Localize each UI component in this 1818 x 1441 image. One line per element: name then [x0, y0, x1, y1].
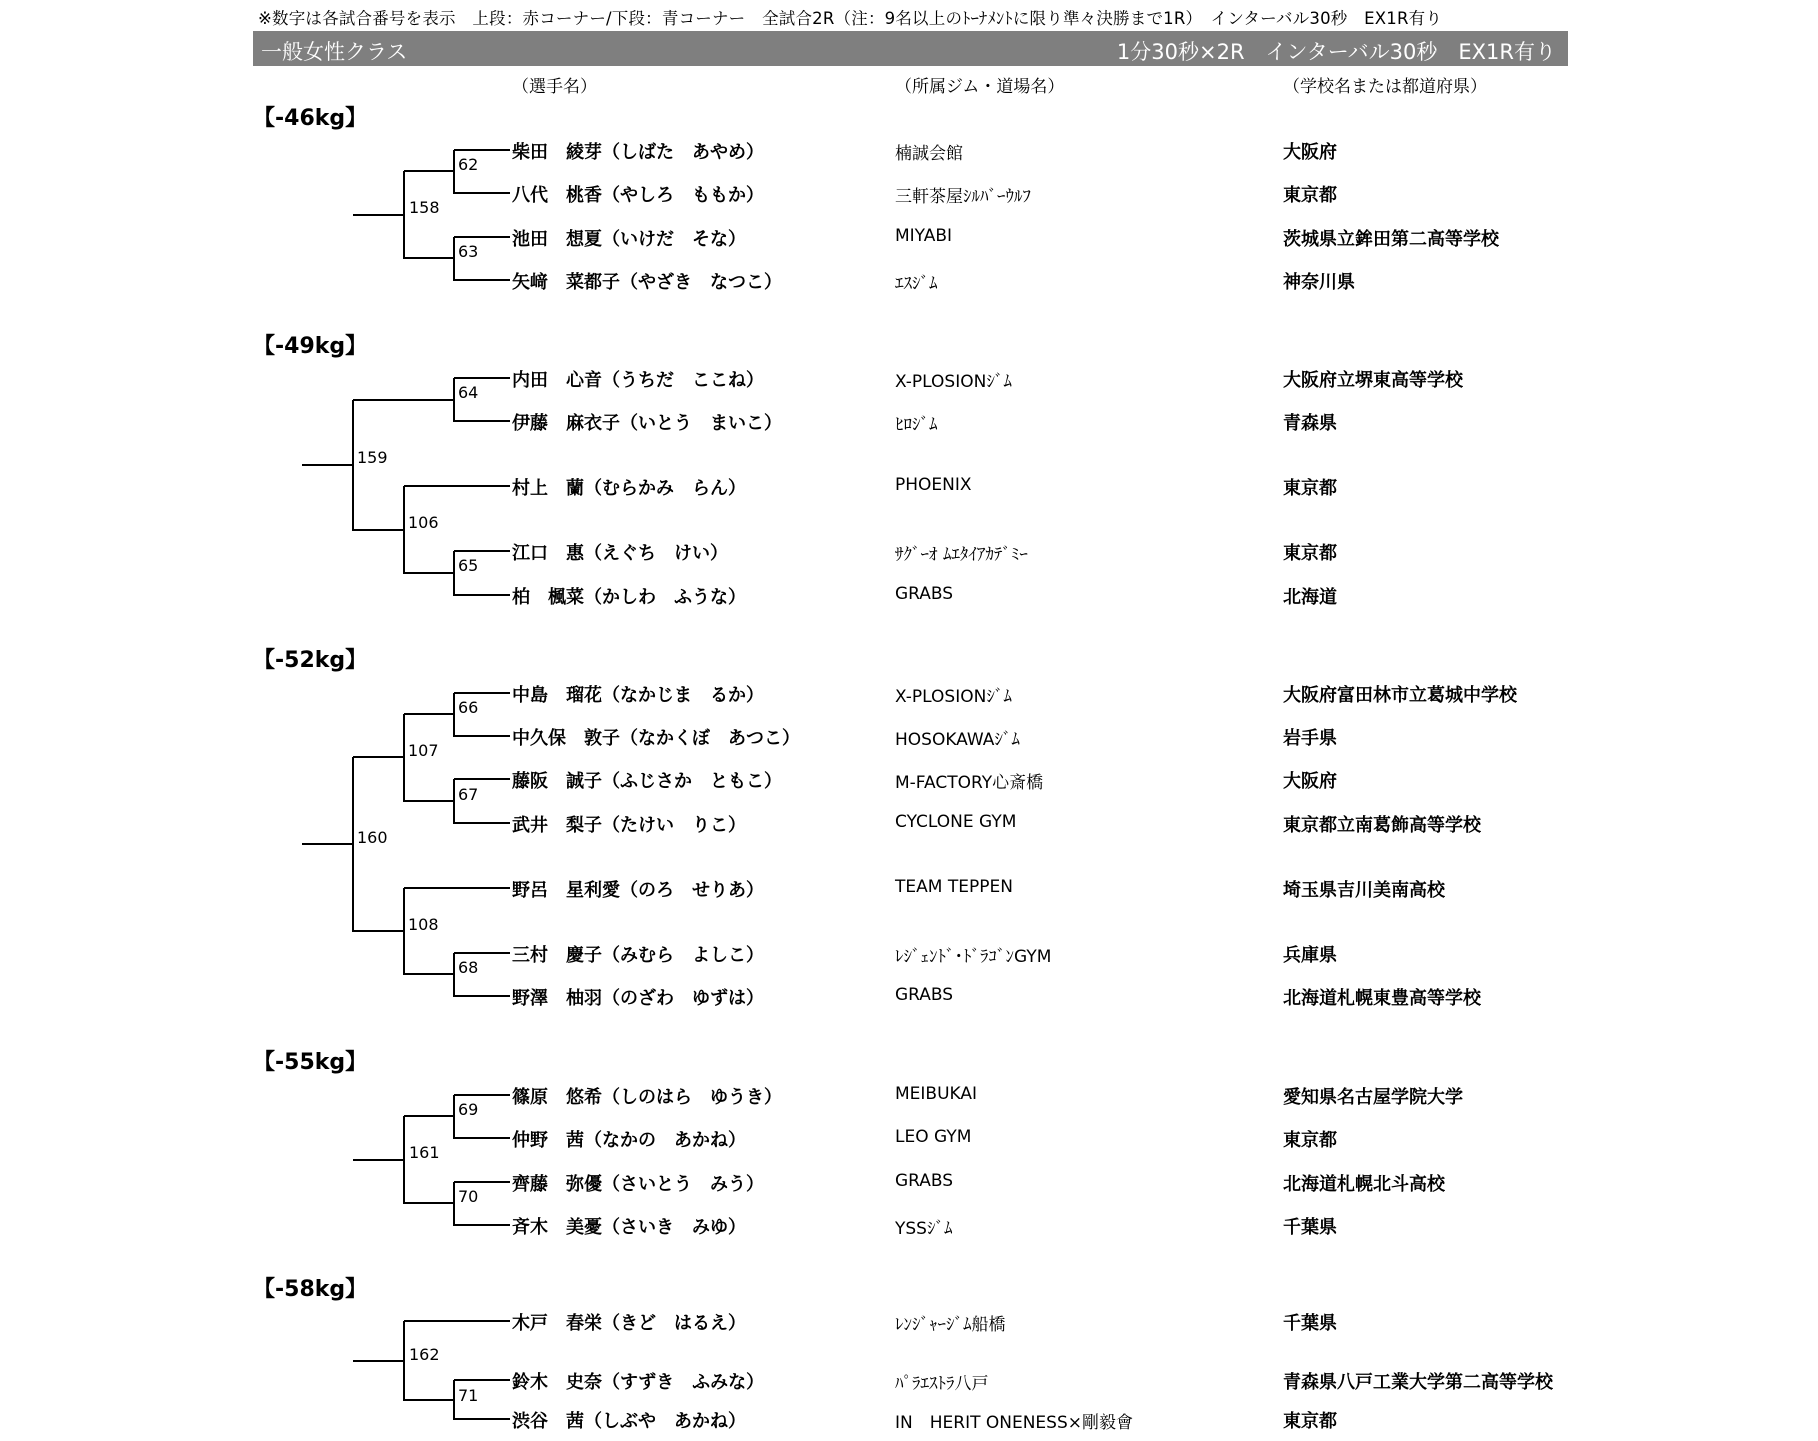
bracket-line: [454, 1094, 510, 1096]
fighter-gym: X-PLOSIONｼﾞﾑ: [895, 687, 1012, 707]
fighter-name: 武井 梨子（たけい りこ）: [512, 815, 746, 836]
fighter-school: 北海道: [1283, 587, 1337, 608]
fighter-name: 江口 惠（えぐち けい）: [512, 543, 728, 564]
fighter-school: 東京都: [1283, 478, 1337, 499]
match-number: 158: [409, 198, 440, 217]
weight-class-heading: 【-58kg】: [253, 1277, 368, 1302]
bracket-line: [454, 420, 510, 422]
bracket-line: [404, 713, 454, 715]
bracket-line: [454, 377, 510, 379]
bracket-line: [404, 1399, 454, 1401]
fighter-gym: ﾊﾟﾗｴｽﾄﾗ八戸: [895, 1374, 989, 1394]
match-number: 161: [409, 1143, 440, 1162]
bracket-line: [454, 735, 510, 737]
fighter-school: 青森県: [1283, 413, 1337, 434]
fighter-name: 仲野 茜（なかの あかね）: [512, 1130, 746, 1151]
bracket-line: [454, 1137, 510, 1139]
match-number: 108: [408, 915, 439, 934]
fighter-school: 埼玉県吉川美南高校: [1283, 880, 1445, 901]
fighter-gym: X-PLOSIONｼﾞﾑ: [895, 372, 1012, 392]
bracket-line: [454, 550, 510, 552]
bracket-line: [353, 399, 454, 401]
fighter-school: 茨城県立鉾田第二高等学校: [1283, 229, 1499, 250]
fighter-gym: ﾚﾝｼﾞｬｰｼﾞﾑ船橋: [895, 1315, 1006, 1335]
fighter-name: 池田 想夏（いけだ そな）: [512, 229, 746, 250]
match-number: 62: [458, 155, 479, 174]
fighter-school: 神奈川県: [1283, 272, 1355, 293]
match-number: 66: [458, 698, 479, 717]
bracket-line: [453, 150, 455, 194]
bracket-line: [454, 1224, 510, 1226]
weight-class-heading: 【-49kg】: [253, 334, 368, 359]
fighter-name: 伊藤 麻衣子（いとう まいこ）: [512, 413, 782, 434]
bracket-line: [404, 973, 454, 975]
bracket-line: [404, 887, 510, 889]
match-number: 162: [409, 1345, 440, 1364]
fighter-gym: GRABS: [895, 985, 954, 1005]
fighter-school: 千葉県: [1283, 1217, 1337, 1238]
fighter-name: 柴田 綾芽（しばた あやめ）: [512, 142, 764, 163]
fighter-school: 大阪府: [1283, 142, 1337, 163]
fighter-school: 青森県八戸工業大学第二高等学校: [1283, 1372, 1553, 1393]
bracket-line: [453, 1095, 455, 1139]
bracket-line: [302, 464, 353, 466]
fighter-name: 篠原 悠希（しのはら ゆうき）: [512, 1087, 782, 1108]
fighter-gym: ﾋﾛｼﾞﾑ: [895, 415, 938, 435]
bracket-line: [454, 1418, 510, 1420]
fighter-gym: M-FACTORY心斎橋: [895, 773, 1044, 793]
fighter-gym: 三軒茶屋ｼﾙﾊﾞｰｳﾙﾌ: [895, 187, 1031, 207]
match-number: 64: [458, 383, 479, 402]
bracket-line: [454, 236, 510, 238]
bracket-line: [353, 214, 404, 216]
fighter-gym: ｴｽｼﾞﾑ: [895, 274, 938, 294]
bracket-line: [453, 237, 455, 281]
fighter-school: 愛知県名古屋学院大学: [1283, 1087, 1463, 1108]
fighter-school: 兵庫県: [1283, 945, 1337, 966]
fighter-school: 北海道札幌東豊高等学校: [1283, 988, 1481, 1009]
fighter-school: 東京都: [1283, 185, 1337, 206]
weight-class-heading: 【-46kg】: [253, 106, 368, 131]
fighter-gym: GRABS: [895, 584, 954, 604]
fighter-gym: TEAM TEPPEN: [895, 877, 1013, 897]
fighter-gym: LEO GYM: [895, 1127, 972, 1147]
match-number: 160: [357, 828, 388, 847]
bracket-line: [454, 1379, 510, 1381]
bracket-line: [353, 756, 404, 758]
bracket-line: [404, 257, 454, 259]
fighter-school: 大阪府富田林市立葛城中学校: [1283, 685, 1517, 706]
bracket-line: [453, 953, 455, 997]
bracket-line: [454, 778, 510, 780]
bracket-line: [404, 170, 454, 172]
bracket-line: [454, 594, 510, 596]
bracket-line: [453, 693, 455, 737]
fighter-name: 木戸 春栄（きど はるえ）: [512, 1313, 746, 1334]
match-number: 70: [458, 1187, 479, 1206]
match-number: 71: [458, 1386, 479, 1405]
bracket-line: [353, 930, 404, 932]
match-number: 63: [458, 242, 479, 261]
match-number: 68: [458, 958, 479, 977]
fighter-school: 東京都立南葛飾高等学校: [1283, 815, 1481, 836]
fighter-name: 内田 心音（うちだ ここね）: [512, 370, 764, 391]
class-rule: 1分30秒×2R インターバル30秒 EX1R有り: [1116, 40, 1556, 64]
fighter-name: 齊藤 弥優（さいとう みう）: [512, 1174, 764, 1195]
header-note: ※数字は各試合番号を表示 上段：赤コーナー/下段：青コーナー 全試合2R（注：9名以上のﾄｰﾅﾒﾝﾄに限り準々決勝まで1R） インターバル30秒 EX1R有り: [258, 9, 1443, 28]
fighter-name: 中久保 敦子（なかくぼ あつこ）: [512, 728, 800, 749]
bracket-line: [404, 800, 454, 802]
fighter-gym: MEIBUKAI: [895, 1084, 978, 1104]
bracket-line: [454, 995, 510, 997]
fighter-name: 八代 桃香（やしろ ももか）: [512, 185, 764, 206]
match-number: 107: [408, 741, 439, 760]
match-number: 65: [458, 556, 479, 575]
fighter-name: 中島 瑠花（なかじま るか）: [512, 685, 764, 706]
bracket-line: [454, 952, 510, 954]
fighter-gym: PHOENIX: [895, 475, 972, 495]
bracket-line: [453, 1182, 455, 1226]
match-number: 106: [408, 513, 439, 532]
fighter-gym: IN HERIT ONENESS×剛毅會: [895, 1413, 1133, 1433]
bracket-line: [404, 1115, 454, 1117]
bracket-line: [353, 1159, 404, 1161]
fighter-school: 北海道札幌北斗高校: [1283, 1174, 1445, 1195]
class-header-bar: [253, 31, 1568, 66]
bracket-line: [404, 1202, 454, 1204]
bracket-line: [404, 1320, 510, 1322]
bracket-line: [454, 822, 510, 824]
fighter-name: 野澤 柚羽（のざわ ゆずは）: [512, 988, 764, 1009]
fighter-gym: GRABS: [895, 1171, 954, 1191]
fighter-school: 岩手県: [1283, 728, 1337, 749]
bracket-line: [454, 149, 510, 151]
fighter-name: 藤阪 誠子（ふじさか ともこ）: [512, 771, 782, 792]
bracket-line: [302, 843, 353, 845]
column-header-fighter: （選手名）: [512, 77, 597, 97]
fighter-name: 野呂 星利愛（のろ せりあ）: [512, 880, 764, 901]
bracket-line: [403, 714, 405, 802]
bracket-line: [454, 192, 510, 194]
fighter-name: 斉木 美憂（さいき みゆ）: [512, 1217, 746, 1238]
bracket-line: [404, 485, 510, 487]
fighter-gym: YSSｼﾞﾑ: [895, 1219, 953, 1239]
bracket-line: [404, 572, 454, 574]
fighter-gym: ｻｸﾞｰｵ ﾑｴﾀｲｱｶﾃﾞﾐｰ: [895, 545, 1028, 565]
fighter-name: 渋谷 茜（しぶや あかね）: [512, 1411, 746, 1432]
fighter-school: 東京都: [1283, 543, 1337, 564]
fighter-school: 大阪府立堺東高等学校: [1283, 370, 1463, 391]
fighter-school: 東京都: [1283, 1411, 1337, 1432]
fighter-school: 千葉県: [1283, 1313, 1337, 1334]
fighter-gym: 楠誠会館: [895, 144, 963, 164]
match-number: 69: [458, 1100, 479, 1119]
weight-class-heading: 【-55kg】: [253, 1050, 368, 1075]
class-name: 一般女性クラス: [261, 40, 408, 64]
bracket-line: [353, 1360, 404, 1362]
fighter-name: 柏 楓菜（かしわ ふうな）: [512, 587, 746, 608]
match-number: 159: [357, 448, 388, 467]
bracket-line: [454, 279, 510, 281]
fighter-name: 村上 蘭（むらかみ らん）: [512, 478, 746, 499]
bracket-line: [454, 692, 510, 694]
fighter-gym: MIYABI: [895, 226, 953, 246]
column-header-school: （学校名または都道府県）: [1283, 77, 1487, 97]
fighter-school: 大阪府: [1283, 771, 1337, 792]
match-number: 67: [458, 785, 479, 804]
fighter-gym: CYCLONE GYM: [895, 812, 1017, 832]
column-header-gym: （所属ジム・道場名）: [895, 77, 1065, 97]
fighter-name: 鈴木 史奈（すずき ふみな）: [512, 1372, 765, 1393]
bracket-line: [353, 529, 404, 531]
fighter-gym: ﾚｼﾞｪﾝﾄﾞ･ﾄﾞﾗｺﾞﾝGYM: [895, 947, 1052, 967]
fighter-gym: HOSOKAWAｼﾞﾑ: [895, 730, 1020, 750]
fighter-name: 三村 慶子（みむら よしこ）: [512, 945, 764, 966]
bracket-line: [454, 1181, 510, 1183]
fighter-school: 東京都: [1283, 1130, 1337, 1151]
fighter-name: 矢﨑 菜都子（やざき なつこ）: [512, 272, 782, 293]
weight-class-heading: 【-52kg】: [253, 648, 368, 673]
